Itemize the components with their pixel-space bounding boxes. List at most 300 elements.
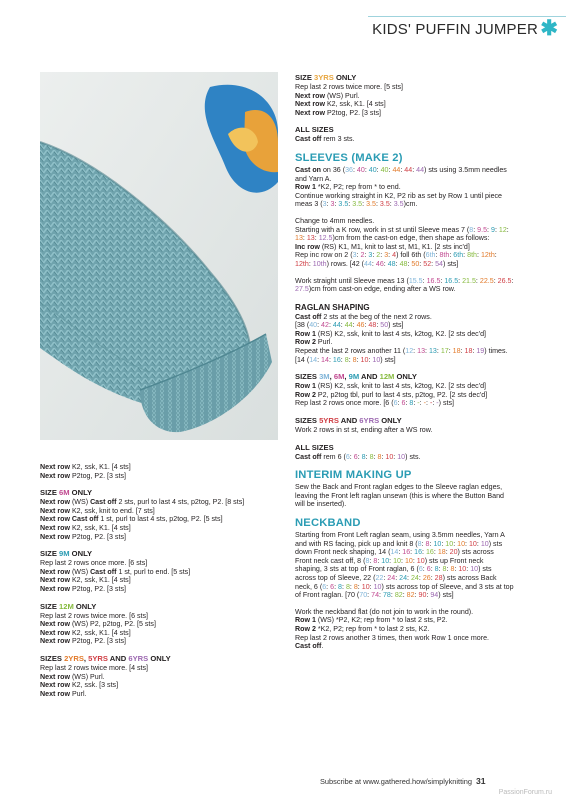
- instruction-line: [295, 243, 549, 252]
- instruction-line: [295, 634, 549, 643]
- instruction-line: [295, 426, 549, 435]
- size-value: 24: [399, 573, 408, 582]
- instruction-label: Next row: [40, 567, 70, 576]
- size-value: 48: [399, 259, 408, 268]
- size-label: 12M: [379, 372, 395, 382]
- instruction-label: Row 1: [295, 616, 316, 625]
- instruction-label: Next row Cast off: [40, 515, 99, 524]
- instruction-line: [295, 92, 549, 101]
- line-text: P2tog, P2. [3 sts]: [71, 471, 126, 480]
- instruction-line: [295, 100, 549, 109]
- heading-text: ,: [329, 372, 334, 382]
- instruction-label: Row 1: [295, 329, 316, 338]
- instruction-label: Row 2: [295, 624, 316, 633]
- instruction-line: [40, 576, 280, 585]
- instruction-label: Next row: [40, 584, 70, 593]
- instruction-text: ) sts across Back: [442, 573, 497, 582]
- instruction-text: Rep last 2 rows twice more. [6 sts]: [40, 611, 149, 620]
- instruction-text: :: [357, 582, 362, 591]
- heading-text: SIZE: [40, 549, 59, 559]
- instruction-text: :: [383, 573, 388, 582]
- instruction-line: [295, 574, 549, 583]
- sleeves-straight-paragraph: [295, 277, 549, 294]
- instruction-text: ) sts across top of Sleeve, and 3 sts at top: [381, 582, 514, 591]
- size-value: 10: [385, 452, 394, 461]
- instruction-text: Rep last 2 rows another 3 times, then work Row 1 once more.: [295, 633, 489, 642]
- heading-text: AND: [338, 416, 360, 426]
- instruction-text: (RS) K2, ssk, knit to last 4 sts, k2tog, K2. [2 sts dec'd]: [315, 382, 486, 391]
- instruction-text: neck, 6 (: [295, 582, 323, 591]
- instruction-label: Next row: [40, 672, 70, 681]
- size-value: 8: [434, 565, 439, 574]
- instruction-lines: [40, 559, 280, 593]
- instruction-text: :: [412, 165, 417, 174]
- size-value: 8: [353, 582, 358, 591]
- instruction-text: )cm.: [403, 200, 418, 209]
- size-value: 46: [356, 321, 365, 330]
- instruction-text: and with RS facing, pick up and knit 8 (: [295, 539, 418, 548]
- size-value: 8: [409, 399, 414, 408]
- instruction-text: ) sts up Front neck: [424, 556, 484, 565]
- instruction-text: :: [376, 165, 381, 174]
- size-value: 27.5: [295, 285, 309, 294]
- instruction-text: and Yarn A.: [295, 174, 332, 183]
- size-value: 50: [411, 259, 420, 268]
- instruction-text: :: [341, 582, 346, 591]
- instruction-line: [295, 642, 549, 651]
- instruction-text: :: [302, 234, 307, 243]
- instruction-text: ) times.: [484, 347, 508, 356]
- page-header-title: KIDS' PUFFIN JUMPER: [372, 21, 538, 38]
- instruction-text: :: [388, 251, 393, 260]
- size-value: 10: [404, 556, 413, 565]
- heading-text: ONLY: [379, 416, 402, 426]
- instruction-text: :: [412, 556, 417, 565]
- instruction-line: [295, 453, 549, 462]
- subscribe-link[interactable]: Subscribe at www.gathered.how/simplyknitting: [320, 777, 472, 786]
- instruction-text: Front neck cast off, 8 (: [295, 556, 366, 565]
- instruction-text: :: [413, 399, 418, 408]
- size-value: 90: [418, 591, 427, 600]
- instruction-text: leaving the Front left raglan unsewn (this is where the Button Band: [295, 491, 504, 500]
- instruction-text: K2, ssk, knit to end. [7 sts]: [69, 506, 155, 515]
- instruction-text: :: [407, 259, 412, 268]
- instruction-text: ) sts]: [438, 399, 455, 408]
- instruction-lines: [295, 135, 549, 144]
- size-value: 13: [306, 234, 315, 243]
- size-value: 3.5: [338, 200, 349, 209]
- size-value: 3.5: [379, 200, 390, 209]
- instruction-text: :: [372, 251, 377, 260]
- size-value: 19: [476, 347, 485, 356]
- label-next-row: Next row: [40, 471, 70, 480]
- size-value: 4: [392, 251, 397, 260]
- instruction-text: ) sts across: [457, 548, 494, 557]
- size-label: 5YRS: [319, 416, 339, 426]
- size-value: 12th: [295, 259, 309, 268]
- size-value: 8: [361, 452, 366, 461]
- instruction-text: :: [472, 347, 477, 356]
- size-value: 10: [457, 539, 466, 548]
- instruction-text: (WS) *P2, K2; rep from * to last 2 sts, P2.: [315, 616, 448, 625]
- instruction-lines: [295, 453, 549, 462]
- size-value: 10: [373, 582, 382, 591]
- instruction-lines: [40, 612, 280, 646]
- instruction-line: [295, 347, 549, 356]
- size-value: 44: [364, 259, 372, 268]
- instruction-text: Work the neckband flat (do not join to work in the round).: [295, 607, 474, 616]
- instruction-text: Rep last 2 rows twice more. [5 sts]: [295, 83, 404, 91]
- heading-text: SIZE: [40, 601, 59, 611]
- instruction-text: Starting with a K row, work in st st until Sleeve meas 7 (: [295, 225, 470, 234]
- instruction-text: :: [376, 321, 381, 330]
- asterisk-icon: ✱: [540, 17, 558, 40]
- instruction-text: :: [494, 225, 499, 234]
- instruction-text: :: [405, 399, 410, 408]
- instruction-text: K2, ssk. [3 sts]: [69, 681, 119, 690]
- instruction-text: across top of Sleeve, 22 (: [295, 573, 376, 582]
- instruction-text: P2tog, P2. [3 sts]: [69, 532, 126, 541]
- size-value: 24: [410, 573, 419, 582]
- instruction-text: :: [476, 539, 481, 548]
- instruction-text: will be inserted).: [295, 500, 347, 509]
- interim-paragraph: [295, 483, 549, 509]
- instruction-text: :: [433, 548, 438, 557]
- size-value: 10: [468, 539, 477, 548]
- size-value: 6: [393, 399, 398, 408]
- instruction-text: :: [369, 556, 374, 565]
- size-value: 44: [416, 165, 425, 174]
- instruction-line: [295, 565, 549, 574]
- instruction-label: Cast off: [295, 642, 322, 651]
- instruction-text: Sew the Back and Front raglan edges to the Sleeve raglan edges,: [295, 483, 503, 492]
- sleeves-shaping-paragraph: [295, 217, 549, 269]
- instruction-text: :: [340, 355, 345, 364]
- instruction-text: ) sts using 3.5mm needles: [424, 165, 507, 174]
- instruction-label: Next row: [40, 506, 70, 515]
- instruction-line: [40, 612, 280, 621]
- instruction-line: [295, 492, 549, 501]
- size-value: 8: [442, 565, 447, 574]
- size-value: 21.5: [462, 276, 476, 285]
- size-value: 10: [433, 539, 442, 548]
- instruction-text: :: [369, 582, 374, 591]
- instruction-line: [40, 637, 280, 646]
- instruction-text: :: [441, 539, 446, 548]
- size-value: 6: [345, 452, 350, 461]
- instruction-text: :: [328, 321, 333, 330]
- size-value: 3: [368, 251, 373, 260]
- instruction-text: *K2, P2; rep from * to end.: [315, 183, 401, 192]
- size-12m-block: [40, 602, 280, 646]
- size-3yrs-block: [295, 73, 549, 117]
- instruction-text: :: [352, 165, 357, 174]
- instruction-line: [295, 391, 549, 400]
- instruction-text: :: [349, 452, 354, 461]
- size-value: 14: [321, 355, 329, 364]
- instruction-line: [295, 548, 549, 557]
- instruction-text: :: [475, 276, 480, 285]
- instruction-text: :: [487, 225, 491, 234]
- instruction-text: (RS) K2, ssk, knit to last 4 sts, k2tog, K2. [2 sts dec'd]: [315, 329, 486, 338]
- size-value: 52: [423, 259, 432, 268]
- instruction-text: ) rows. [42 (: [326, 259, 365, 268]
- instruction-line: [295, 109, 549, 118]
- instruction-text: :: [422, 565, 427, 574]
- size-label: 6YRS: [359, 416, 380, 426]
- instruction-label: Cast off: [295, 312, 322, 321]
- instruction-text: P2tog, P2. [3 sts]: [69, 584, 126, 593]
- section-heading-interim-making-up: INTERIM MAKING UP: [295, 469, 412, 482]
- instruction-line: [295, 531, 549, 540]
- instruction-text: Work 2 rows in st st, ending after a WS row.: [295, 426, 433, 435]
- size-label: 6M: [333, 372, 345, 382]
- size-value: 82: [394, 591, 403, 600]
- size-value: 8: [345, 582, 350, 591]
- instruction-label: Row 1: [295, 183, 316, 192]
- instruction-line: [40, 472, 280, 481]
- instruction-text: :: [419, 399, 424, 408]
- instruction-line: [295, 217, 549, 226]
- instruction-text: :: [466, 565, 471, 574]
- instruction-line: [295, 285, 549, 294]
- instruction-text: :: [383, 259, 388, 268]
- instruction-text: :: [473, 225, 478, 234]
- instruction-lines: [295, 382, 549, 408]
- instruction-text: on 36 (: [321, 165, 346, 174]
- heading-text: ONLY: [333, 73, 357, 82]
- instruction-label: Cast off: [295, 135, 322, 144]
- instruction-text: K2, ssk, K1. [4 sts]: [69, 576, 131, 585]
- instruction-text: (WS): [69, 498, 91, 507]
- instruction-text: *K2, P2; rep from * to last 2 sts, K2.: [315, 624, 430, 633]
- instruction-text: Change to 4mm needles.: [295, 216, 375, 225]
- instruction-text: :: [365, 452, 370, 461]
- size-value: 8th: [439, 251, 450, 260]
- size-value: 10th: [312, 259, 327, 268]
- size-value: 2: [360, 251, 365, 260]
- instruction-line: [40, 681, 280, 690]
- instruction-text: 2 sts at the beg of the next 2 rows.: [321, 312, 432, 321]
- instruction-text: :: [317, 321, 322, 330]
- instruction-label: Cast off: [90, 498, 117, 507]
- size-value: 20: [449, 548, 458, 557]
- heading-text: SIZES: [295, 372, 320, 382]
- instruction-label: Next row: [40, 620, 70, 629]
- instruction-label: Row 2: [295, 390, 316, 399]
- instruction-text: :: [390, 591, 395, 600]
- size-value: 24: [387, 573, 396, 582]
- instruction-text: :: [364, 165, 369, 174]
- instruction-line: [40, 524, 280, 533]
- instruction-line: [40, 559, 280, 568]
- instruction-line: [40, 568, 280, 577]
- size-value: 26: [422, 573, 431, 582]
- instruction-text: :: [426, 591, 431, 600]
- instruction-text: :: [436, 347, 441, 356]
- instruction-text: :: [395, 259, 400, 268]
- page-footer: [320, 776, 486, 786]
- instruction-text: :: [356, 355, 361, 364]
- heading-text: SIZES: [295, 416, 320, 426]
- instruction-text: :: [494, 251, 497, 260]
- instruction-line: [295, 226, 549, 235]
- instruction-text: :: [400, 165, 405, 174]
- size-value: 10: [480, 539, 489, 548]
- heading-text: SIZES: [40, 653, 65, 663]
- instruction-text: :: [348, 200, 353, 209]
- instruction-text: :: [418, 573, 423, 582]
- size-value: 8: [417, 539, 422, 548]
- instruction-text: 1 st, purl to end. [5 sts]: [116, 567, 191, 576]
- size-value: 6: [426, 565, 431, 574]
- instruction-line: [40, 620, 280, 629]
- heading-text: SIZE: [295, 73, 314, 82]
- instruction-label: Next row: [40, 628, 70, 637]
- size-label: 6M: [59, 488, 70, 498]
- size-label: 3YRS: [314, 73, 334, 82]
- size-value: 8: [338, 582, 342, 591]
- instruction-label: Row 2: [295, 338, 316, 347]
- instruction-label: Cast on: [295, 165, 322, 174]
- instruction-text: :: [426, 399, 430, 408]
- size-value: 8th: [467, 251, 477, 260]
- subheading: [40, 488, 280, 498]
- instruction-line: [295, 135, 549, 144]
- size-value: -: [417, 399, 420, 408]
- instruction-text: :: [373, 452, 378, 461]
- instruction-text: :: [356, 251, 361, 260]
- size-label: 2YRS: [64, 653, 84, 663]
- all-sizes-block: [295, 125, 549, 144]
- instruction-label: Next row: [40, 576, 70, 585]
- size-value: 78: [382, 591, 391, 600]
- instruction-text: :: [465, 539, 469, 548]
- instruction-label: Next row: [295, 108, 325, 117]
- size-value: 22.5: [479, 276, 494, 285]
- size-value: 40: [309, 321, 318, 330]
- size-label: 3M: [319, 372, 330, 382]
- instruction-line: [295, 183, 549, 192]
- instruction-line: [40, 463, 280, 472]
- size-value: 8: [352, 355, 357, 364]
- instruction-text: :: [431, 259, 436, 268]
- instruction-text: ) sts]: [442, 259, 459, 268]
- instruction-text: :: [317, 355, 322, 364]
- size-value: 3: [322, 200, 327, 209]
- subheading: [295, 372, 549, 382]
- instruction-line: [40, 507, 280, 516]
- size-value: -: [429, 399, 433, 408]
- instruction-text: :: [429, 539, 434, 548]
- size-value: 15.5: [408, 276, 423, 285]
- label-next-row: Next row: [40, 463, 70, 471]
- instruction-line: [295, 608, 549, 617]
- size-value: 8: [344, 355, 349, 364]
- size-value: 22: [375, 573, 384, 582]
- instruction-text: :: [371, 259, 376, 268]
- instruction-text: :: [389, 200, 394, 209]
- instruction-text: )cm from cast-on edge, ending after a WS row.: [308, 285, 456, 294]
- instruction-text: Continue working straight in K2, P2 rib as set by Row 1 until piece: [295, 191, 503, 200]
- instruction-text: :: [395, 573, 400, 582]
- size-value: 44: [392, 165, 401, 174]
- instruction-line: [295, 356, 549, 365]
- instruction-text: :: [413, 347, 418, 356]
- size-value: 3.5: [366, 200, 376, 209]
- sleeve-photo: [40, 72, 278, 440]
- instruction-text: :: [448, 347, 453, 356]
- instruction-text: :: [357, 452, 362, 461]
- sizes-2-5-6yrs-block: [40, 654, 280, 698]
- instruction-text: :: [352, 321, 357, 330]
- instruction-text: :: [401, 556, 405, 565]
- heading-text: ONLY: [148, 653, 171, 663]
- size-value: 50: [380, 321, 389, 330]
- instruction-text: :: [334, 200, 339, 209]
- instruction-text: :: [407, 573, 411, 582]
- instruction-text: :: [364, 321, 369, 330]
- size-value: 44: [404, 165, 413, 174]
- size-value: 14: [309, 355, 318, 364]
- instruction-line: [295, 192, 549, 201]
- size-value: 82: [406, 591, 415, 600]
- heading-text: ONLY: [394, 372, 417, 382]
- instruction-text: (WS) P2, p2tog, P2. [5 sts]: [69, 620, 156, 629]
- instruction-text: ) sts: [488, 539, 503, 548]
- instruction-text: :: [422, 276, 427, 285]
- size-label: 12M: [59, 601, 74, 611]
- instruction-line: [295, 591, 549, 600]
- instruction-lines: [40, 664, 280, 698]
- instruction-text: :: [377, 556, 382, 565]
- size-value: 6: [401, 399, 406, 408]
- size-value: 44: [332, 321, 341, 330]
- size-value: 12: [405, 347, 414, 356]
- instruction-lines: [40, 498, 280, 541]
- heading-text: ONLY: [69, 488, 93, 498]
- size-value: 10: [397, 452, 406, 461]
- instruction-text: :: [308, 259, 313, 268]
- size-value: 13: [428, 347, 437, 356]
- instruction-text: :: [425, 347, 429, 356]
- instruction-text: :: [379, 591, 383, 600]
- size-value: 10: [381, 556, 390, 565]
- instruction-line: [295, 200, 549, 209]
- size-value: 44: [344, 321, 353, 330]
- size-value: 12.5: [318, 234, 333, 243]
- instruction-text: :: [493, 276, 498, 285]
- instruction-text: :: [367, 591, 372, 600]
- instruction-line: [40, 585, 280, 594]
- instruction-text: down Front neck shaping, 14 (: [295, 548, 391, 557]
- size-value: 18: [464, 347, 473, 356]
- neckband-pickup-paragraph: [295, 531, 549, 600]
- instruction-line: [295, 330, 549, 339]
- heading-text: ,: [344, 372, 349, 382]
- heading-text: ONLY: [69, 549, 93, 559]
- instruction-text: Rep last 2 rows twice more. [4 sts]: [40, 663, 149, 672]
- instruction-text: :: [511, 276, 514, 285]
- size-value: 12: [498, 225, 507, 234]
- instruction-line: [295, 83, 549, 92]
- instruction-text: K2, ssk, K1. [4 sts]: [69, 628, 131, 637]
- sizes-5yrs-6yrs-block: [295, 416, 549, 435]
- size-value: 48: [368, 321, 377, 330]
- instruction-text: )cm from the cast-on edge, then shape as follows:: [332, 234, 490, 243]
- size-value: 26.5: [497, 276, 512, 285]
- size-value: 9: [491, 225, 495, 234]
